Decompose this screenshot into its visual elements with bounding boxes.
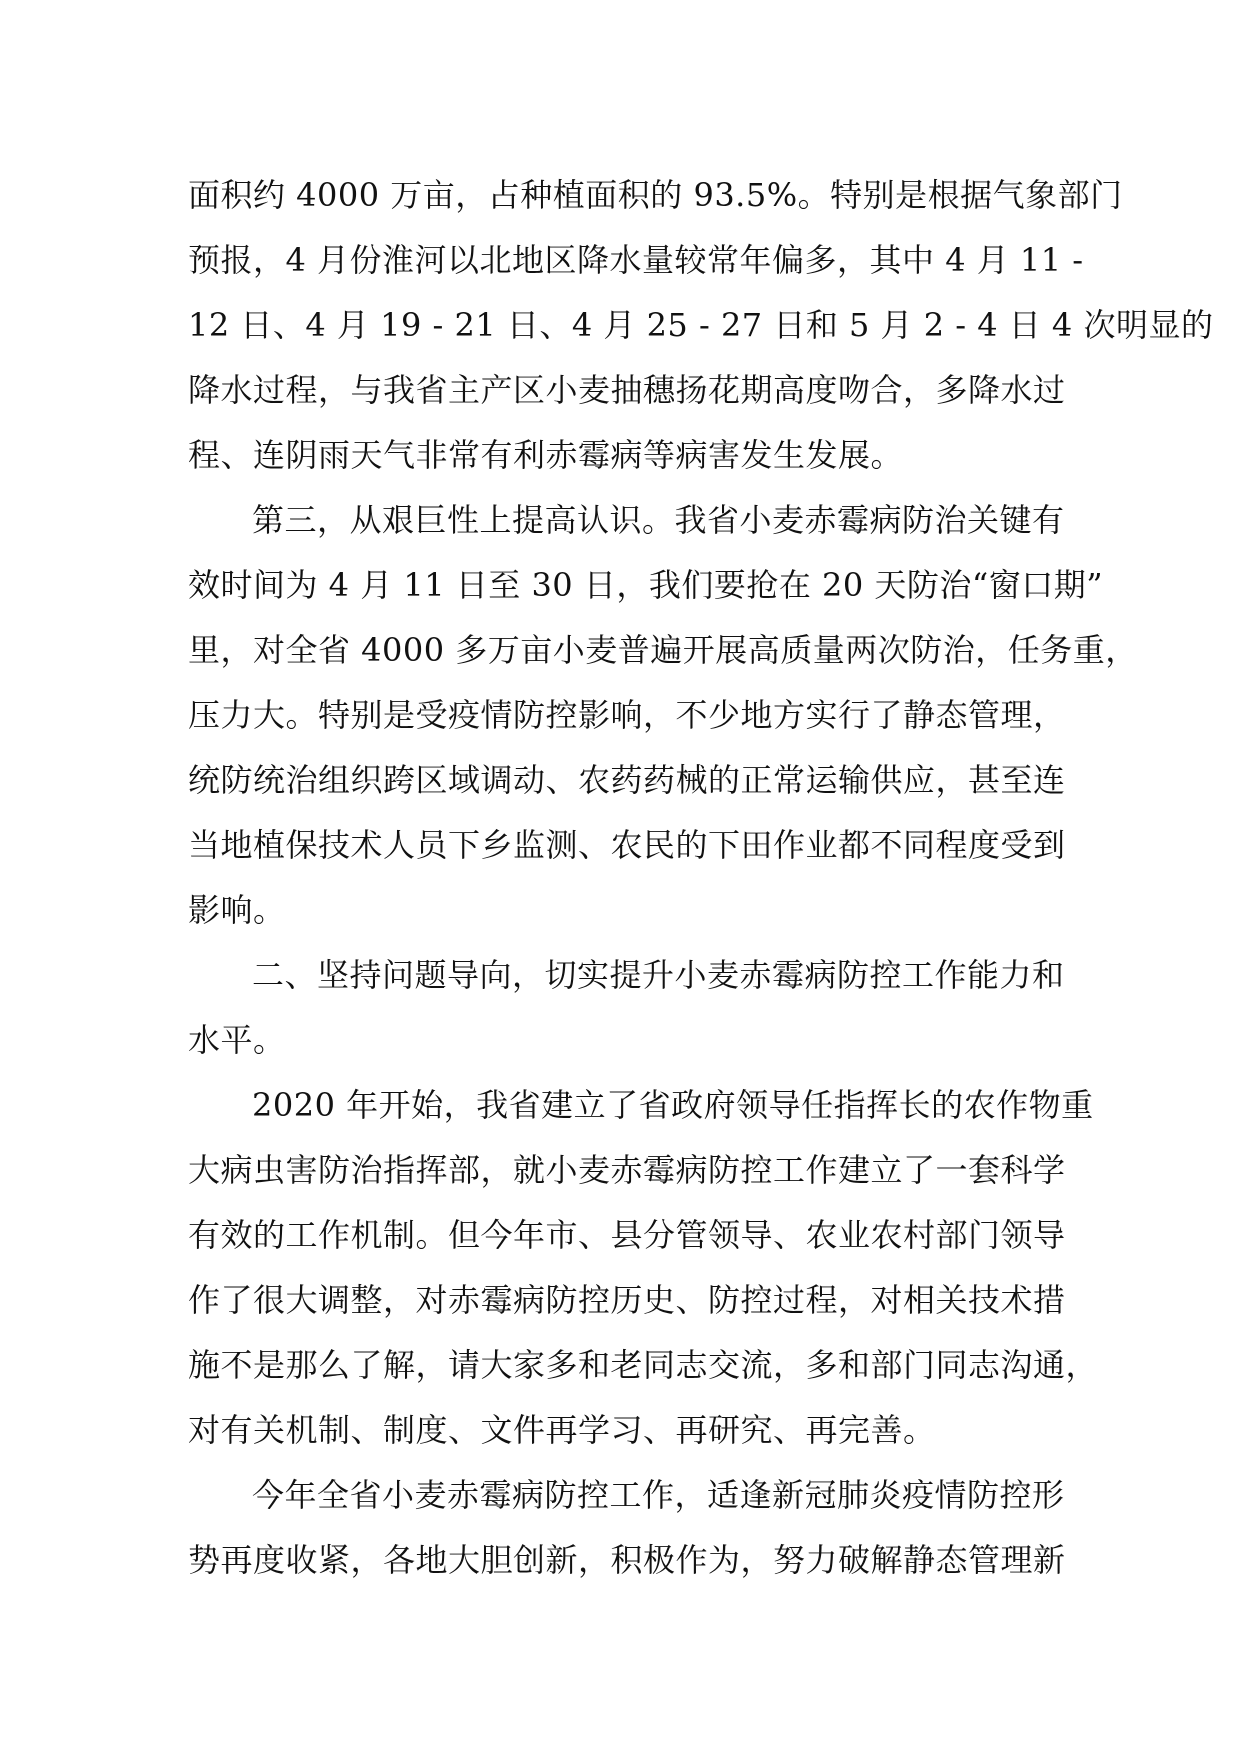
text-line: 降水过程，与我省主产区小麦抽穗扬花期高度吻合，多降水过: [188, 371, 1066, 409]
text-line: 面积约 4000 万亩，占种植面积的 93.5%。特别是根据气象部门: [188, 176, 1123, 214]
text-line: 当地植保技术人员下乡监测、农民的下田作业都不同程度受到: [188, 826, 1066, 864]
text-line: 对有关机制、制度、文件再学习、再研究、再完善。: [188, 1411, 936, 1449]
paragraph-first-line: 第三，从艰巨性上提高认识。我省小麦赤霉病防治关键有: [252, 501, 1065, 539]
text-line: 有效的工作机制。但今年市、县分管领导、农业农村部门领导: [188, 1216, 1066, 1254]
text-line: 势再度收紧，各地大胆创新，积极作为，努力破解静态管理新: [188, 1541, 1066, 1579]
text-line: 影响。: [188, 891, 286, 929]
document-body: [188, 163, 1214, 1593]
text-line: 水平。: [188, 1021, 286, 1059]
text-line: 效时间为 4 月 11 日至 30 日，我们要抢在 20 天防治“窗口期”: [188, 566, 1104, 604]
text-line: 作了很大调整，对赤霉病防控历史、防控过程，对相关技术措: [188, 1281, 1066, 1319]
text-line: 大病虫害防治指挥部，就小麦赤霉病防控工作建立了一套科学: [188, 1151, 1066, 1189]
text-line: 压力大。特别是受疫情防控影响，不少地方实行了静态管理，: [188, 696, 1066, 734]
paragraph-first-line: 2020 年开始，我省建立了省政府领导任指挥长的农作物重: [252, 1086, 1094, 1124]
text-line: 统防统治组织跨区域调动、农药药械的正常运输供应，甚至连: [188, 761, 1066, 799]
text-line: 施不是那么了解，请大家多和老同志交流，多和部门同志沟通，: [188, 1346, 1099, 1384]
text-line: 预报，4 月份淮河以北地区降水量较常年偏多，其中 4 月 11 -: [188, 241, 1084, 279]
text-line: 程、连阴雨天气非常有利赤霉病等病害发生发展。: [188, 436, 904, 474]
paragraph-first-line: 今年全省小麦赤霉病防控工作，适逢新冠肺炎疫情防控形: [252, 1476, 1065, 1514]
paragraph-first-line: 二、坚持问题导向，切实提升小麦赤霉病防控工作能力和: [252, 956, 1065, 994]
text-line: 12 日、4 月 19 - 21 日、4 月 25 - 27 日和 5 月 2 - 4 日 4 次明显的: [188, 306, 1214, 344]
text-line: 里，对全省 4000 多万亩小麦普遍开展高质量两次防治，任务重，: [188, 631, 1138, 669]
